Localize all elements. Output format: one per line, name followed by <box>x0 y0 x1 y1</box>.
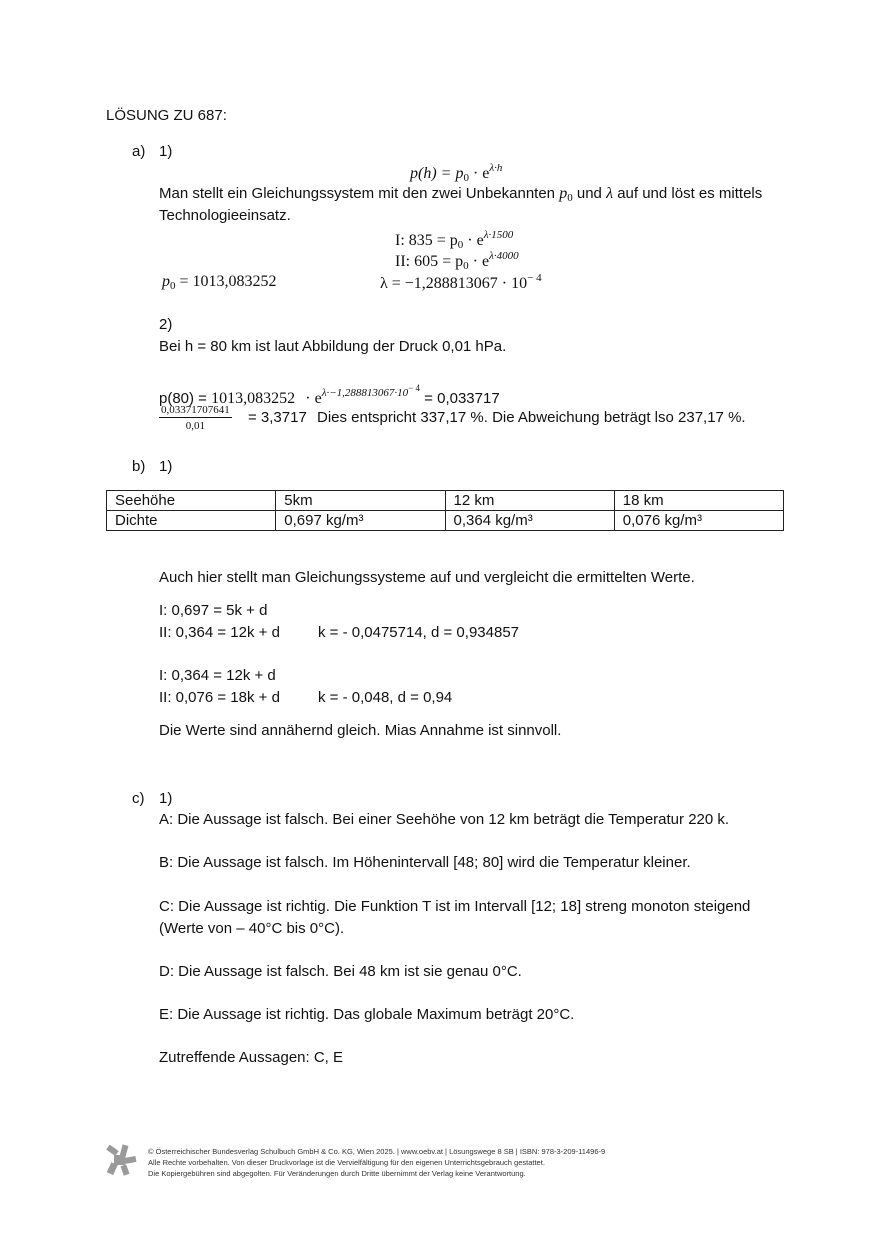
statement-b: B: Die Aussage ist falsch. Im Höhenintervall [48; 80] wird die Temperatur kleiner. <box>159 854 691 871</box>
system2-equation1: I: 0,364 = 12k + d <box>159 667 276 684</box>
part-a-sub2-number: 2) <box>159 316 173 333</box>
system1-equation1: I: 0,697 = 5k + d <box>159 602 268 619</box>
part-b-letter: b) <box>132 458 146 475</box>
footer-copyright <box>148 1146 605 1179</box>
statement-c-line1: C: Die Aussage ist richtig. Die Funktion T ist im Intervall [12; 18] streng monoton steigend <box>159 898 751 915</box>
statement-e: E: Die Aussage ist richtig. Das globale Maximum beträgt 20°C. <box>159 1006 575 1023</box>
part-a-text-line2: Technologieeinsatz. <box>159 207 291 224</box>
system1-result: k = - 0,0475714, d = 0,934857 <box>318 624 519 641</box>
part-a-sub2-text: Bei h = 80 km ist laut Abbildung der Druck 0,01 hPa. <box>159 338 507 355</box>
page-heading: LÖSUNG ZU 687: <box>106 107 227 124</box>
table-row <box>107 511 784 531</box>
table-cell: Dichte <box>107 511 276 531</box>
system1-equation2: II: 0,364 = 12k + d <box>159 624 280 641</box>
table-cell: 12 km <box>445 491 614 511</box>
part-a-letter: a) <box>132 143 146 160</box>
equation-1: I: $835 = p_0 \cdot e^{\lambda\cdot 1500}$ <box>395 229 514 251</box>
deviation-result: = 3,3717 Dies entspricht 337,17 %. Die Abweichung beträgt lso 237,17 %. <box>248 409 746 426</box>
part-c-letter: c) <box>132 790 145 807</box>
part-b-intro: Auch hier stellt man Gleichungssysteme auf und vergleicht die ermittelten Werte. <box>159 569 695 586</box>
statement-d: D: Die Aussage ist falsch. Bei 48 km ist sie genau 0°C. <box>159 963 522 980</box>
table-row <box>107 491 784 511</box>
table-cell: 18 km <box>614 491 783 511</box>
statement-a: A: Die Aussage ist falsch. Bei einer Seehöhe von 12 km beträgt die Temperatur 220 k. <box>159 811 730 828</box>
part-c-sub1-number: 1) <box>159 790 173 807</box>
table-cell: 5km <box>276 491 445 511</box>
part-a-text-line1: Man stellt ein Gleichungssystem mit den zwei Unbekannten $p_0$ und λ auf und löst es mittels <box>159 185 763 204</box>
deviation-fraction: $\frac{0,03371707641}{0,01}$ <box>161 404 230 432</box>
part-b-conclusion: Die Werte sind annähernd gleich. Mias Annahme ist sinnvoll. <box>159 722 562 739</box>
density-table <box>106 490 784 531</box>
part-a-sub1-number: 1) <box>159 143 173 160</box>
system2-result: k = - 0,048, d = 0,94 <box>318 689 453 706</box>
table-cell: 0,364 kg/m³ <box>445 511 614 531</box>
table-cell: 0,697 kg/m³ <box>276 511 445 531</box>
statement-c-line2: (Werte von – 40°C bis 0°C). <box>159 920 345 937</box>
summary-statements: Zutreffende Aussagen: C, E <box>159 1049 344 1066</box>
publisher-logo-icon <box>104 1143 138 1177</box>
calculation-p80: $p(80) = 1013,083252 \cdot e^{\lambda\cdot-1,288813067\cdot 10- 4} = 0,033717$ <box>159 383 500 407</box>
equation-2: II: $605 = p_0 \cdot e^{\lambda\cdot 4000}$ <box>395 250 519 272</box>
part-b-sub1-number: 1) <box>159 458 173 475</box>
formula-ph: $p(h) = p_0 \cdot e^{\lambda\cdot h}$ <box>410 162 503 184</box>
system2-equation2: II: 0,076 = 18k + d <box>159 689 280 706</box>
table-cell: 0,076 kg/m³ <box>614 511 783 531</box>
table-cell: Seehöhe <box>107 491 276 511</box>
footer-line-2: Alle Rechte vorbehalten. Von dieser Druckvorlage ist die Vervielfältigung für den eigenen Unterrichtsgebrauch gestattet. <box>148 1158 545 1167</box>
result-p0: $p_0 = 1013,083252$ <box>162 273 277 292</box>
footer-line-1: © Österreichischer Bundesverlag Schulbuch GmbH & Co. KG, Wien 2025. | www.oebv.at | Lösungswege 8 SB | ISBN: 978-3-209-11496-9 <box>148 1147 606 1156</box>
footer-line-3: Die Kopiergebühren sind abgegolten. Für Veränderungen durch Dritte übernimmt der Verlag keine Verantwortung. <box>148 1169 526 1178</box>
result-lambda: $\lambda = -1,288813067 \cdot 10^{- 4}$ <box>380 272 542 292</box>
